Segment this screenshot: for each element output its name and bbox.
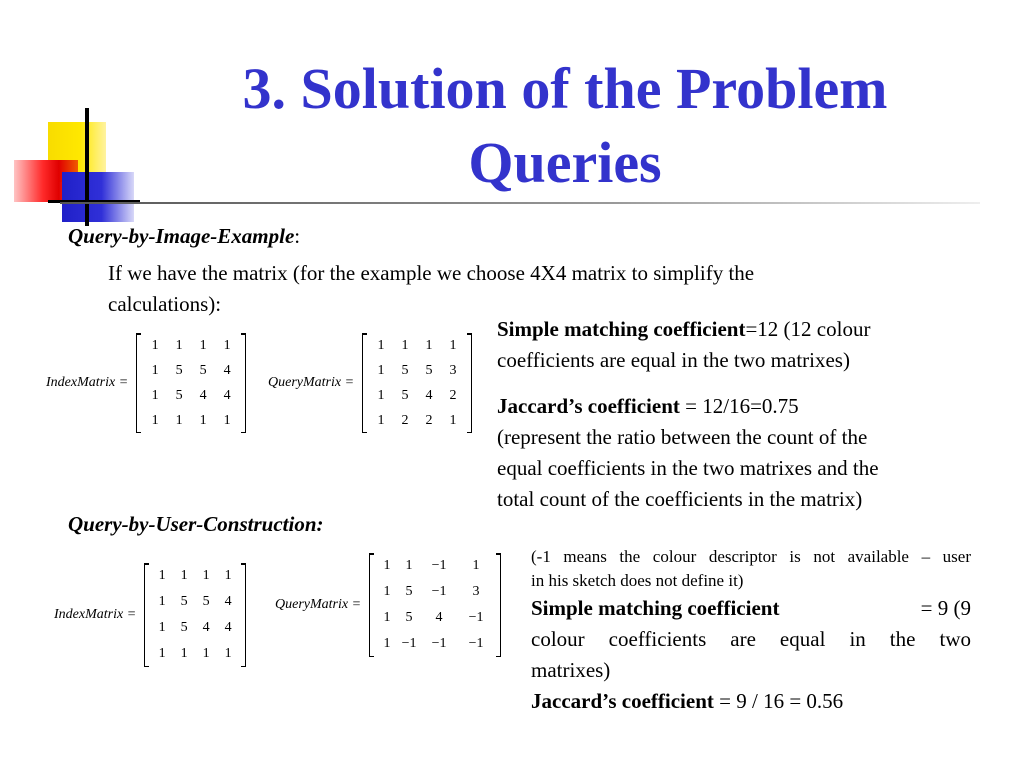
matrix-cell: 5 [401, 362, 409, 378]
s1-jac-line [497, 391, 977, 422]
s1-index-matrix [136, 333, 246, 433]
matrix-cell: 4 [435, 610, 443, 625]
s2-index-matrix-label: IndexMatrix = [54, 607, 137, 622]
matrix-cell: −1 [431, 584, 447, 599]
matrix-bracket-tick [467, 432, 472, 434]
matrix-cell: 4 [224, 594, 232, 609]
matrix-cell: 1 [175, 412, 183, 428]
s1-jac-line3: equal coefficients in the two matrixes and the [497, 456, 879, 480]
s2-jac-label: Jaccard’s coefficient [531, 689, 714, 713]
matrix-cell: 5 [175, 362, 183, 378]
intro-line-2: calculations): [108, 292, 222, 316]
matrix-row [151, 563, 239, 589]
matrix-row [369, 383, 465, 408]
matrix-cell: 1 [175, 337, 183, 353]
matrix-cell: 5 [401, 387, 409, 403]
section1-intro [108, 258, 958, 320]
matrix-bracket-tick [241, 563, 246, 565]
matrix-cell: 1 [224, 568, 232, 583]
matrix-cell: 3 [472, 584, 480, 599]
matrix-cell: 5 [425, 362, 433, 378]
matrix-row [143, 383, 239, 408]
matrix-row [369, 333, 465, 358]
matrix-cell: 1 [425, 337, 433, 353]
matrix-bracket-tick [241, 666, 246, 668]
matrix-cell: 1 [405, 558, 413, 573]
decorative-logo [0, 100, 140, 225]
s2-index-matrix [144, 563, 246, 667]
matrix-cell: 3 [449, 362, 457, 378]
s2-index-matrix-equation [54, 563, 246, 667]
slide-title [120, 52, 1010, 200]
s2-index-matrix-table [151, 563, 239, 667]
s1-query-matrix-equation [268, 333, 472, 433]
matrix-cell: 1 [223, 337, 231, 353]
matrix-cell: 1 [180, 646, 188, 661]
s2-results [531, 545, 971, 717]
matrix-cell: 5 [180, 620, 188, 635]
s1-query-matrix [362, 333, 472, 433]
matrix-cell: 1 [449, 337, 457, 353]
s1-jac-value: = 12/16=0.75 [679, 394, 799, 418]
matrix-cell: 1 [377, 362, 385, 378]
s2-note-line2: in his sketch does not define it) [531, 571, 744, 590]
matrix-row [369, 358, 465, 383]
title-divider [60, 202, 980, 204]
matrix-cell: 5 [175, 387, 183, 403]
matrix-row [143, 408, 239, 433]
matrix-cell: 1 [472, 558, 480, 573]
matrix-cell: 4 [199, 387, 207, 403]
s2-jac-line [531, 686, 971, 717]
matrix-cell: 1 [158, 568, 166, 583]
matrix-cell: 1 [199, 412, 207, 428]
s1-smc-line [497, 314, 977, 345]
matrix-row [143, 333, 239, 358]
s1-results [497, 314, 977, 515]
matrix-cell: 1 [224, 646, 232, 661]
matrix-row [376, 579, 494, 605]
matrix-row [376, 553, 494, 579]
matrix-cell: 5 [199, 362, 207, 378]
s2-smc-line2: colour coefficients are equal in the two [531, 627, 971, 651]
s1-jac-line2: (represent the ratio between the count of the [497, 425, 868, 449]
matrix-cell: 1 [151, 362, 159, 378]
section1-heading-text: Query-by-Image-Example [68, 224, 295, 248]
s2-query-matrix [369, 553, 501, 657]
s1-index-matrix-equation [46, 333, 246, 433]
matrix-cell: 4 [224, 620, 232, 635]
s2-jac-value: = 9 / 16 = 0.56 [713, 689, 844, 713]
matrix-row [151, 589, 239, 615]
s1-jac-line4: total count of the coefficients in the matrix) [497, 487, 863, 511]
matrix-cell: 1 [377, 412, 385, 428]
logo-vertical-line [85, 108, 89, 226]
matrix-cell: 1 [383, 558, 391, 573]
matrix-cell: 5 [405, 610, 413, 625]
matrix-row [376, 631, 494, 657]
s1-smc-label: Simple matching coefficient [497, 317, 746, 341]
s2-smc-value: = 9 (9 [915, 596, 971, 620]
s1-index-matrix-label: IndexMatrix = [46, 375, 129, 390]
matrix-cell: 1 [202, 568, 210, 583]
matrix-row [143, 358, 239, 383]
matrix-cell: −1 [431, 636, 447, 651]
matrix-cell: 1 [180, 568, 188, 583]
s1-query-matrix-table [369, 333, 465, 433]
matrix-cell: 2 [425, 412, 433, 428]
matrix-cell: 2 [449, 387, 457, 403]
matrix-cell: 1 [151, 387, 159, 403]
matrix-cell: 1 [377, 387, 385, 403]
matrix-row [151, 641, 239, 667]
matrix-cell: 1 [151, 337, 159, 353]
s1-index-matrix-table [143, 333, 239, 433]
s2-note-line1: (-1 means the colour descriptor is not available – user [531, 547, 971, 566]
s1-query-matrix-label: QueryMatrix = [268, 375, 355, 390]
matrix-cell: 1 [199, 337, 207, 353]
s2-smc-line [531, 593, 971, 624]
matrix-row [376, 605, 494, 631]
matrix-cell: 1 [383, 584, 391, 599]
matrix-cell: 1 [202, 646, 210, 661]
title-line-2: Queries [468, 130, 662, 195]
matrix-bracket-tick [496, 656, 501, 658]
matrix-cell: 1 [383, 636, 391, 651]
matrix-cell: −1 [468, 636, 484, 651]
matrix-bracket-tick [467, 333, 472, 335]
matrix-bracket-tick [496, 553, 501, 555]
s2-smc-line3: matrixes) [531, 658, 611, 682]
matrix-cell: 1 [377, 337, 385, 353]
matrix-cell: −1 [401, 636, 417, 651]
matrix-cell: 1 [158, 594, 166, 609]
matrix-cell: 1 [383, 610, 391, 625]
matrix-cell: 4 [425, 387, 433, 403]
matrix-cell: 1 [158, 646, 166, 661]
matrix-cell: 1 [223, 412, 231, 428]
s2-smc-label: Simple matching coefficient [531, 596, 780, 620]
matrix-cell: −1 [431, 558, 447, 573]
matrix-cell: 4 [223, 387, 231, 403]
s2-query-matrix-equation [275, 553, 501, 657]
intro-line-1: If we have the matrix (for the example we choose 4X4 matrix to simplify the [108, 261, 755, 285]
matrix-row [369, 408, 465, 433]
matrix-row [151, 615, 239, 641]
s2-query-matrix-label: QueryMatrix = [275, 597, 362, 612]
matrix-cell: 1 [158, 620, 166, 635]
matrix-cell: 4 [202, 620, 210, 635]
matrix-cell: 2 [401, 412, 409, 428]
matrix-cell: −1 [468, 610, 484, 625]
matrix-cell: 5 [180, 594, 188, 609]
matrix-cell: 5 [405, 584, 413, 599]
matrix-cell: 5 [202, 594, 210, 609]
s1-smc-line2: coefficients are equal in the two matrixes) [497, 348, 850, 372]
matrix-cell: 1 [449, 412, 457, 428]
matrix-bracket-tick [241, 432, 246, 434]
s1-smc-value: =12 (12 colour [745, 317, 871, 341]
matrix-cell: 4 [223, 362, 231, 378]
matrix-cell: 1 [151, 412, 159, 428]
section1-heading-colon: : [294, 224, 301, 248]
matrix-cell: 1 [401, 337, 409, 353]
s1-jac-label: Jaccard’s coefficient [497, 394, 680, 418]
section1-heading [68, 224, 300, 249]
title-line-1: 3. Solution of the Problem [242, 56, 888, 121]
section2-heading: Query-by-User-Construction: [68, 512, 324, 536]
matrix-bracket-tick [241, 333, 246, 335]
s2-query-matrix-table [376, 553, 494, 657]
